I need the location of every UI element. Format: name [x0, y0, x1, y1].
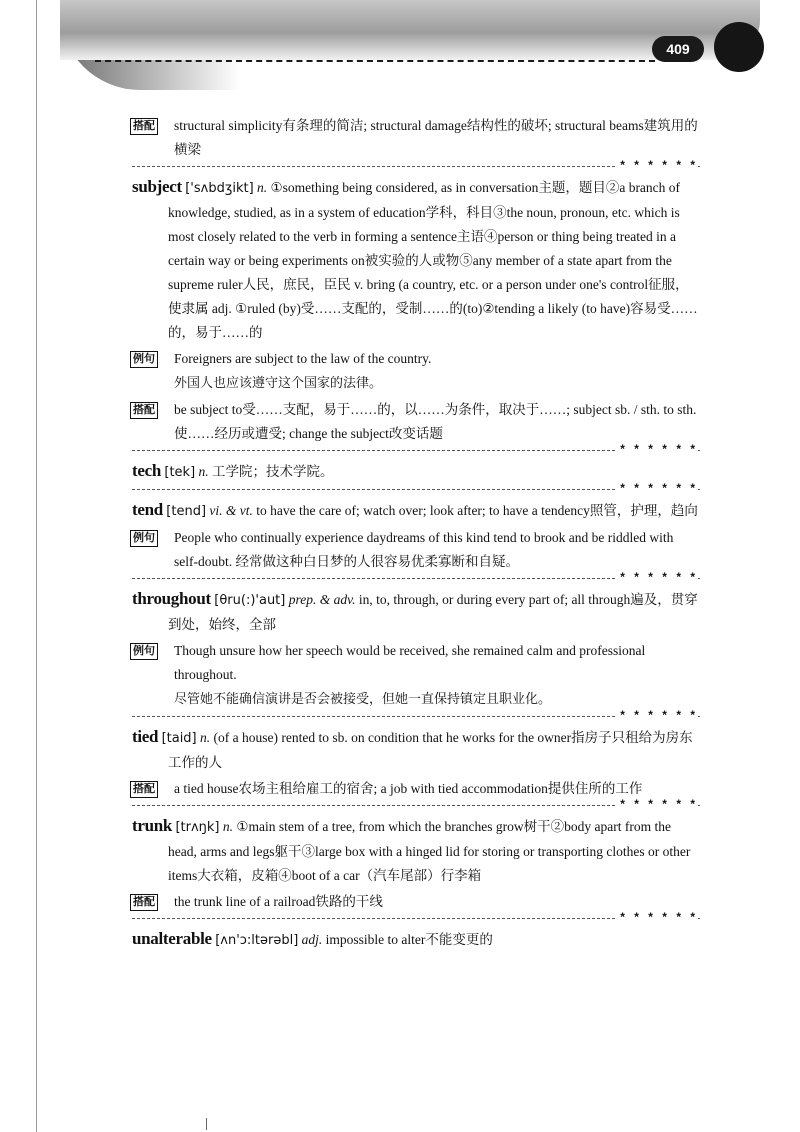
- entry-section: [132, 777, 700, 801]
- entry-definition-block: [132, 459, 700, 485]
- pronunciation: [tend]: [166, 504, 207, 519]
- definition: ①something being considered, as in conversation主题，题目②a branch of knowledge, studied, as in a system of education学科，科目③the noun, pronoun, etc. which is most closely related to the verb in forming a sentence主语④person or thing being treated in a certain way or being experiments on被实验的人或物⑤any member of a state apart from the supreme ruler人民，庶民，臣民 v. bring (a country, etc. or a person under one's control征服，使隶属 adj. ①ruled (by)受……支配的，受制……的(to)②tending a likely (to have)容易受……的，易于……的: [168, 180, 698, 340]
- headword: trunk: [132, 816, 173, 835]
- dictionary-entry: [132, 814, 700, 914]
- part-of-speech: n.: [200, 730, 211, 745]
- page-tick-mark: [206, 1118, 207, 1130]
- separator-stars: * * * * * *: [616, 442, 698, 456]
- entry-separator: [132, 158, 700, 172]
- pronunciation: ['sʌbdʒikt]: [185, 181, 254, 196]
- section-tag: 搭配: [130, 402, 158, 419]
- section-tag: 例句: [130, 351, 158, 368]
- separator-stars: * * * * * *: [616, 570, 698, 584]
- section-text: the trunk line of a railroad铁路的干线: [174, 894, 383, 909]
- definition: 工学院；技术学院。: [212, 464, 334, 479]
- dictionary-entries: [132, 112, 700, 953]
- entry-definition-block: [132, 927, 700, 953]
- pronunciation: [taid]: [161, 731, 197, 746]
- dictionary-entry: [132, 587, 700, 712]
- headword: tend: [132, 500, 163, 519]
- headword: subject: [132, 177, 182, 196]
- separator-stars: * * * * * *: [616, 708, 698, 722]
- section-text: be subject to受……支配，易于……的，以……为条件，取决于……; subject sb. / sth. to sth.使……经历或遭受; change the subject改变话题: [174, 402, 697, 441]
- headword: throughout: [132, 589, 211, 608]
- definition: impossible to alter不能变更的: [325, 932, 493, 947]
- part-of-speech: n.: [222, 819, 233, 834]
- definition: (of a house) rented to sb. on condition that he works for the owner指房子只租给为房东工作的人: [168, 730, 693, 770]
- section-translation: 外国人也应该遵守这个国家的法律。: [174, 376, 383, 391]
- dictionary-entry: [132, 459, 700, 485]
- section-text: People who continually experience daydreams of this kind tend to brook and be riddled with self-doubt. 经常做这种白日梦的人很容易优柔寡断和自疑。: [174, 530, 674, 569]
- section-tag: 例句: [130, 643, 158, 660]
- dictionary-entry: [132, 498, 700, 574]
- entry-separator: [132, 910, 700, 924]
- separator-stars: * * * * * *: [616, 158, 698, 172]
- pronunciation: [θru(:)'aut]: [214, 593, 286, 608]
- section-text: Though unsure how her speech would be received, she remained calm and professional throughout.: [174, 643, 646, 682]
- entry-section: [132, 526, 700, 574]
- entry-definition-block: [132, 498, 700, 524]
- separator-stars: * * * * * *: [616, 797, 698, 811]
- entry-definition-block: [132, 587, 700, 637]
- definition: ①main stem of a tree, from which the branches grow树干②body apart from the head, arms and legs躯干③large box with a hinged lid for storing or transporting clothes or other items大衣箱，皮箱④boot of a car（汽车尾部）行李箱: [168, 819, 691, 883]
- dictionary-entry: [132, 725, 700, 801]
- section-tag: 例句: [130, 530, 158, 547]
- section-text: a tied house农场主租给雇工的宿舍; a job with tied accommodation提供住所的工作: [174, 781, 643, 796]
- entry-section: [132, 114, 700, 162]
- entry-definition-block: [132, 814, 700, 888]
- pronunciation: [tek]: [164, 465, 196, 480]
- headword: unalterable: [132, 929, 212, 948]
- entry-separator: [132, 708, 700, 722]
- section-text: Foreigners are subject to the law of the country.: [174, 351, 432, 366]
- separator-stars: * * * * * *: [616, 910, 698, 924]
- part-of-speech: n.: [257, 180, 268, 195]
- entry-definition-block: [132, 725, 700, 775]
- separator-stars: * * * * * *: [616, 481, 698, 495]
- header-dash-line: [95, 60, 655, 62]
- definition: to have the care of; watch over; look after; to have a tendency照管，护理，趋向: [256, 503, 698, 518]
- part-of-speech: adj.: [301, 932, 323, 947]
- headword: tech: [132, 461, 162, 480]
- entry-section: [132, 398, 700, 446]
- entry-section: [132, 347, 700, 396]
- dictionary-entry: [132, 175, 700, 446]
- section-translation: 尽管她不能确信演讲是否会被接受，但她一直保持镇定且职业化。: [174, 692, 552, 707]
- section-text: structural simplicity有条理的简洁; structural damage结构性的破坏; structural beams建筑用的横梁: [174, 118, 698, 157]
- entry-separator: [132, 442, 700, 456]
- header-ornament: [714, 22, 764, 72]
- section-tag: 搭配: [130, 781, 158, 798]
- page-margin-line: [36, 0, 37, 1132]
- dictionary-entry: [132, 927, 700, 953]
- entry-section: [132, 639, 700, 712]
- entry-definition-block: [132, 175, 700, 345]
- entry-separator: [132, 797, 700, 811]
- section-tag: 搭配: [130, 894, 158, 911]
- pronunciation: [trʌŋk]: [175, 820, 220, 835]
- pronunciation: [ʌn'ɔ:ltərəbl]: [215, 933, 299, 948]
- part-of-speech: vi. & vt.: [209, 503, 253, 518]
- section-tag: 搭配: [130, 118, 158, 135]
- dictionary-entry: [132, 114, 700, 162]
- entry-separator: [132, 570, 700, 584]
- entry-section: [132, 890, 700, 914]
- headword: tied: [132, 727, 159, 746]
- part-of-speech: n.: [198, 464, 209, 479]
- entry-separator: [132, 481, 700, 495]
- page-number: 409: [652, 36, 704, 62]
- part-of-speech: prep. & adv.: [288, 592, 356, 607]
- definition: in, to, through, or during every part of; all through遍及，贯穿到处，始终，全部: [168, 592, 698, 632]
